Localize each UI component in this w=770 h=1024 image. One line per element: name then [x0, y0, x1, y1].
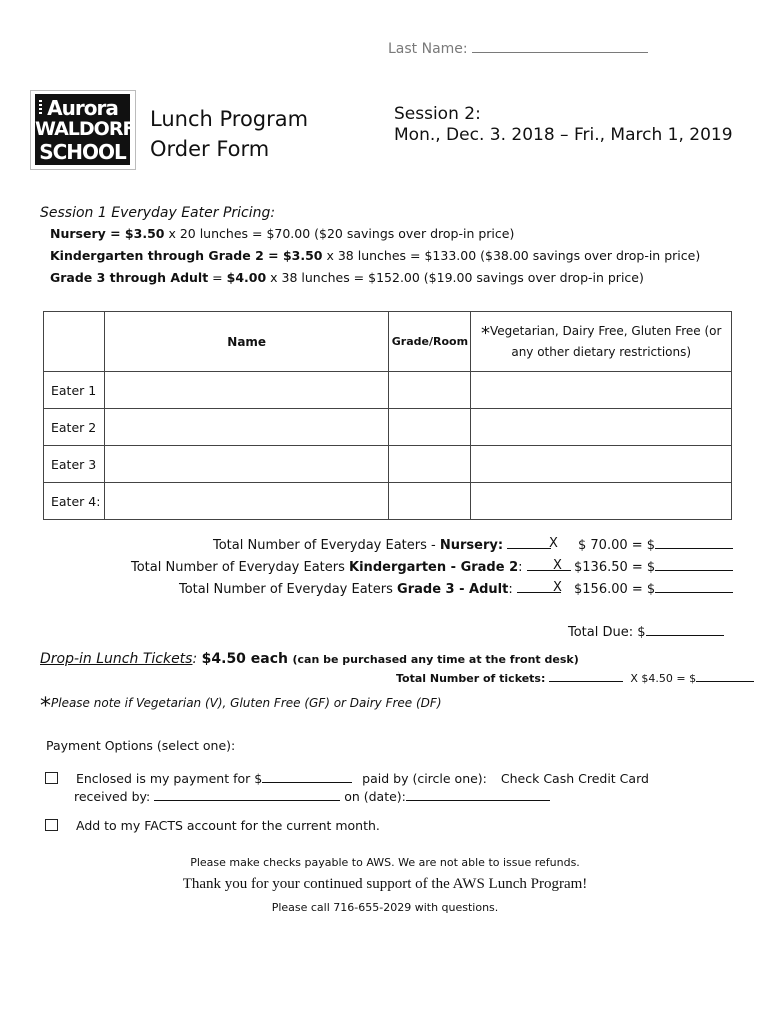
payment-option-facts: Add to my FACTS account for the current month.: [45, 818, 380, 833]
total-nursery-row: Total Number of Everyday Eaters - Nursery:: [213, 536, 551, 553]
payment-methods[interactable]: Check Cash Credit Card: [500, 771, 649, 786]
logo-text-waldorf: WALDORF: [35, 118, 135, 140]
logo-text-aurora: Aurora: [47, 96, 118, 120]
form-title: Lunch Program Order Form: [150, 107, 309, 161]
school-logo: [30, 90, 136, 170]
col-header-diet: *Vegetarian, Dairy Free, Gluten Free (or any other dietary restrictions): [471, 312, 732, 372]
eater-diet-cell[interactable]: [471, 409, 732, 446]
dropin-section: Drop-in Lunch Tickets: $4.50 each (can be purchased any time at the front desk): [40, 651, 579, 667]
payment-option-enclosed: Enclosed is my payment for $ paid by (circle one): Check Cash Credit Card: [45, 770, 649, 786]
table-row: [44, 409, 732, 446]
eater-grade-cell[interactable]: [389, 483, 471, 520]
tickets-amount-blank[interactable]: [696, 671, 754, 682]
eater-diet-cell[interactable]: [471, 446, 732, 483]
total-nursery-blank[interactable]: [507, 536, 551, 549]
contact-note: Please call 716-655-2029 with questions.: [271, 901, 499, 914]
tickets-blank[interactable]: [549, 671, 623, 682]
received-by-blank[interactable]: [154, 788, 340, 801]
eater-label: Eater 1: [44, 372, 105, 409]
eater-diet-cell[interactable]: [471, 483, 732, 520]
mult-sign: X: [553, 580, 562, 595]
received-by-row: received by: on (date):: [74, 788, 550, 804]
eater-grade-cell[interactable]: [389, 372, 471, 409]
col-header-name: Name: [104, 312, 388, 372]
checkbox-enclosed[interactable]: [45, 772, 58, 784]
price-line-nursery: Nursery = $3.50 x 20 lunches = $70.00 ($20 savings over drop-in price): [50, 226, 515, 241]
table-row: [44, 483, 732, 520]
date-blank[interactable]: [406, 788, 550, 801]
total-due: Total Due: $: [568, 623, 724, 640]
diet-note: *Please note if Vegetarian (V), Gluten Free (GF) or Dairy Free (DF): [40, 694, 442, 719]
eater-grade-cell[interactable]: [389, 409, 471, 446]
price-line-grade3: Grade 3 through Adult = $4.00 x 38 lunches = $152.00 ($19.00 savings over drop-in price): [50, 270, 644, 285]
col-header-grade: Grade/Room: [389, 312, 471, 372]
total-kindergarten-amount: $136.50 = $: [574, 558, 733, 575]
eater-label: Eater 2: [44, 409, 105, 446]
eaters-table: [43, 311, 732, 520]
total-due-blank[interactable]: [646, 623, 724, 636]
mult-sign: X: [553, 558, 562, 573]
total-grade3-row: Total Number of Everyday Eaters Grade 3 - Adult:: [179, 580, 561, 597]
table-row: [44, 446, 732, 483]
eater-diet-cell[interactable]: [471, 372, 732, 409]
eater-name-cell[interactable]: [104, 446, 388, 483]
eater-grade-cell[interactable]: [389, 446, 471, 483]
eater-name-cell[interactable]: [104, 483, 388, 520]
pricing-heading: Session 1 Everyday Eater Pricing:: [40, 205, 276, 221]
last-name-label: Last Name:: [388, 41, 468, 57]
total-kindergarten-row: Total Number of Everyday Eaters Kindergarten - Grade 2:: [131, 558, 571, 575]
last-name-blank[interactable]: [472, 38, 648, 53]
tickets-row: Total Number of tickets: X $4.50 = $: [396, 671, 754, 685]
payment-heading: Payment Options (select one):: [46, 738, 236, 753]
logo-text-school: SCHOOL: [39, 140, 126, 164]
eater-name-cell[interactable]: [104, 372, 388, 409]
eater-label: Eater 4:: [44, 483, 105, 520]
dropin-note: (can be purchased any time at the front desk): [292, 653, 579, 666]
dropin-price: $4.50 each: [201, 651, 289, 667]
eater-label: Eater 3: [44, 446, 105, 483]
last-name-field[interactable]: [388, 38, 648, 57]
payment-amount-blank[interactable]: [262, 770, 352, 783]
dropin-title: Drop-in Lunch Tickets: [40, 651, 193, 667]
session-dates: Session 2: Mon., Dec. 3. 2018 – Fri., March 1, 2019: [394, 104, 733, 145]
total-nursery-amount: $ 70.00 = $: [578, 536, 733, 553]
checks-payable-note: Please make checks payable to AWS. We are not able to issue refunds.: [190, 856, 580, 869]
thank-you-note: Thank you for your continued support of the AWS Lunch Program!: [182, 876, 588, 892]
checkbox-facts[interactable]: [45, 819, 58, 831]
mult-sign: X: [549, 536, 558, 551]
table-header-row: [44, 312, 732, 372]
header-spacer: [44, 312, 105, 372]
price-line-kindergarten: Kindergarten through Grade 2 = $3.50 x 38 lunches = $133.00 ($38.00 savings over drop-in price): [50, 248, 701, 263]
total-kindergarten-blank[interactable]: [527, 558, 571, 571]
total-grade3-amount: $156.00 = $: [574, 580, 733, 597]
table-row: [44, 372, 732, 409]
eater-name-cell[interactable]: [104, 409, 388, 446]
